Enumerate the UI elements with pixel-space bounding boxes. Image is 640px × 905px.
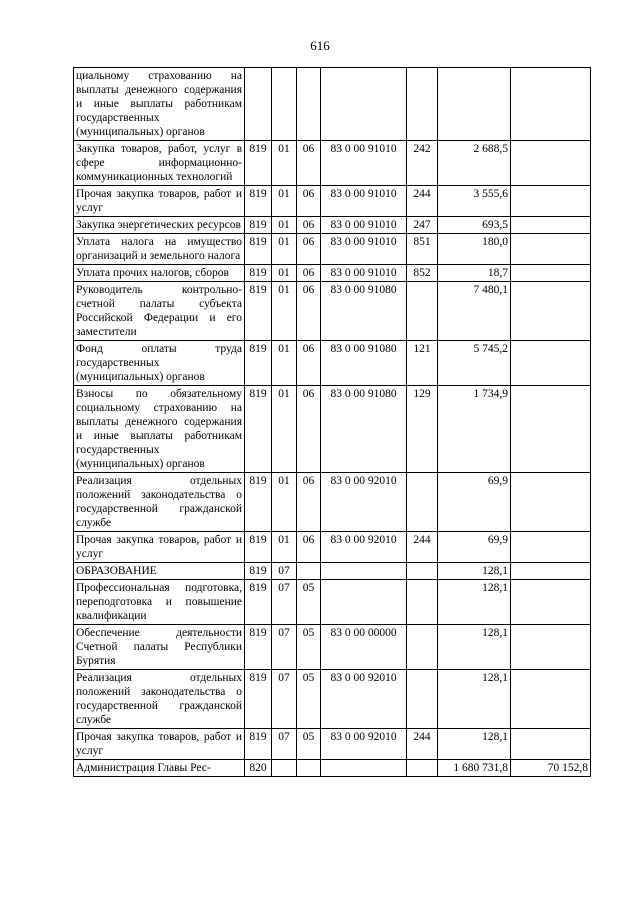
department-code-cell: 819 [245,186,272,217]
table-row [74,532,591,563]
subsection-code-cell: 05 [297,729,321,760]
amount-cell: 1 680 731,8 [438,760,511,777]
table-row [74,580,591,625]
target-item-code-cell: 83 0 00 91010 [321,217,407,234]
amount-cell: 3 555,6 [438,186,511,217]
table-row [74,234,591,265]
amount-cell [438,68,511,141]
expense-type-code-cell [407,68,438,141]
subsection-code-cell: 06 [297,473,321,532]
target-item-code-cell [321,68,407,141]
department-code-cell: 819 [245,580,272,625]
target-item-code-cell: 83 0 00 91010 [321,265,407,282]
target-item-code-cell: 83 0 00 92010 [321,670,407,729]
department-code-cell: 819 [245,386,272,473]
target-item-code-cell: 83 0 00 92010 [321,532,407,563]
amount-cell: 128,1 [438,670,511,729]
expense-type-code-cell [407,563,438,580]
department-code-cell: 819 [245,265,272,282]
row-name-cell: Обеспечение деятельности Счетной палаты Республики Бурятия [74,625,245,670]
section-code-cell: 01 [272,265,297,282]
table-row [74,265,591,282]
expense-type-code-cell [407,625,438,670]
department-code-cell: 819 [245,234,272,265]
table-row [74,386,591,473]
amount-extra-cell [511,341,591,386]
row-name-cell: Закупка товаров, работ, услуг в сфере информационно-коммуникационных технологий [74,141,245,186]
amount-extra-cell [511,532,591,563]
row-name-cell: Прочая закупка товаров, работ и услуг [74,729,245,760]
amount-extra-cell [511,670,591,729]
row-name-cell: Уплата налога на имущество организаций и земельного налога [74,234,245,265]
table-row [74,670,591,729]
section-code-cell [272,68,297,141]
expense-type-code-cell: 242 [407,141,438,186]
subsection-code-cell: 06 [297,282,321,341]
target-item-code-cell: 83 0 00 92010 [321,729,407,760]
amount-extra-cell [511,729,591,760]
amount-extra-cell [511,186,591,217]
row-name-cell: Администрация Главы Рес- [74,760,245,777]
amount-extra-cell: 70 152,8 [511,760,591,777]
subsection-code-cell: 06 [297,234,321,265]
expense-type-code-cell: 247 [407,217,438,234]
department-code-cell: 819 [245,473,272,532]
row-name-cell: Закупка энергетических ресурсов [74,217,245,234]
subsection-code-cell: 06 [297,217,321,234]
amount-extra-cell [511,386,591,473]
subsection-code-cell: 05 [297,670,321,729]
target-item-code-cell: 83 0 00 91080 [321,282,407,341]
target-item-code-cell: 83 0 00 91010 [321,186,407,217]
section-code-cell: 01 [272,186,297,217]
row-name-cell: Уплата прочих налогов, сборов [74,265,245,282]
amount-extra-cell [511,625,591,670]
table-row [74,760,591,777]
section-code-cell: 01 [272,341,297,386]
table-row [74,341,591,386]
amount-extra-cell [511,473,591,532]
row-name-cell: Фонд оплаты труда государственных (муниципальных) органов [74,341,245,386]
department-code-cell [245,68,272,141]
row-name-cell: Взносы по обязательному социальному страхованию на выплаты денежного содержания и иные выплаты работникам государственных (муниципальных) органов [74,386,245,473]
table-row [74,473,591,532]
target-item-code-cell: 83 0 00 91080 [321,386,407,473]
target-item-code-cell: 83 0 00 91080 [321,341,407,386]
amount-cell: 69,9 [438,473,511,532]
subsection-code-cell [297,760,321,777]
amount-cell: 128,1 [438,580,511,625]
department-code-cell: 819 [245,217,272,234]
target-item-code-cell: 83 0 00 00000 [321,625,407,670]
amount-cell: 5 745,2 [438,341,511,386]
subsection-code-cell: 05 [297,625,321,670]
subsection-code-cell: 06 [297,265,321,282]
section-code-cell: 01 [272,282,297,341]
page-number: 616 [310,38,330,53]
target-item-code-cell: 83 0 00 91010 [321,141,407,186]
target-item-code-cell [321,580,407,625]
section-code-cell [272,760,297,777]
table-row [74,217,591,234]
amount-cell: 2 688,5 [438,141,511,186]
section-code-cell: 07 [272,625,297,670]
amount-cell: 18,7 [438,265,511,282]
amount-cell: 180,0 [438,234,511,265]
table-row [74,625,591,670]
amount-extra-cell [511,563,591,580]
expense-type-code-cell [407,670,438,729]
department-code-cell: 819 [245,341,272,386]
subsection-code-cell: 05 [297,580,321,625]
expense-type-code-cell: 244 [407,729,438,760]
row-name-cell: Реализация отдельных положений законодательства о государственной гражданской службе [74,670,245,729]
subsection-code-cell [297,563,321,580]
row-name-cell: Руководитель контрольно-счетной палаты субъекта Российской Федерации и его заместители [74,282,245,341]
table-row [74,141,591,186]
section-code-cell: 01 [272,141,297,186]
table-row [74,186,591,217]
row-name-cell: Реализация отдельных положений законодательства о государственной гражданской службе [74,473,245,532]
target-item-code-cell: 83 0 00 92010 [321,473,407,532]
expense-type-code-cell: 852 [407,265,438,282]
section-code-cell: 01 [272,532,297,563]
department-code-cell: 819 [245,282,272,341]
expense-type-code-cell: 244 [407,186,438,217]
subsection-code-cell [297,68,321,141]
table-row [74,729,591,760]
expense-type-code-cell [407,580,438,625]
amount-extra-cell [511,141,591,186]
subsection-code-cell: 06 [297,532,321,563]
amount-extra-cell [511,580,591,625]
subsection-code-cell: 06 [297,341,321,386]
amount-cell: 7 480,1 [438,282,511,341]
expense-type-code-cell: 851 [407,234,438,265]
table-row [74,563,591,580]
expense-type-code-cell: 121 [407,341,438,386]
department-code-cell: 819 [245,532,272,563]
row-name-cell: Профессиональная подготовка, переподготовка и повышение квалификации [74,580,245,625]
target-item-code-cell: 83 0 00 91010 [321,234,407,265]
row-name-cell: Прочая закупка товаров, работ и услуг [74,532,245,563]
expense-type-code-cell [407,760,438,777]
expense-type-code-cell: 244 [407,532,438,563]
amount-extra-cell [511,217,591,234]
section-code-cell: 01 [272,234,297,265]
subsection-code-cell: 06 [297,386,321,473]
subsection-code-cell: 06 [297,186,321,217]
section-code-cell: 07 [272,580,297,625]
section-code-cell: 07 [272,729,297,760]
amount-cell: 1 734,9 [438,386,511,473]
amount-extra-cell [511,234,591,265]
row-name-cell: Прочая закупка товаров, работ и услуг [74,186,245,217]
table-row [74,68,591,141]
amount-extra-cell [511,282,591,341]
department-code-cell: 820 [245,760,272,777]
expense-type-code-cell [407,282,438,341]
department-code-cell: 819 [245,670,272,729]
department-code-cell: 819 [245,141,272,186]
amount-extra-cell [511,265,591,282]
amount-cell: 128,1 [438,563,511,580]
row-name-cell: ОБРАЗОВАНИЕ [74,563,245,580]
department-code-cell: 819 [245,625,272,670]
amount-cell: 128,1 [438,729,511,760]
amount-cell: 128,1 [438,625,511,670]
section-code-cell: 07 [272,563,297,580]
department-code-cell: 819 [245,563,272,580]
section-code-cell: 07 [272,670,297,729]
section-code-cell: 01 [272,473,297,532]
expense-type-code-cell [407,473,438,532]
subsection-code-cell: 06 [297,141,321,186]
amount-cell: 693,5 [438,217,511,234]
budget-table [73,67,591,777]
amount-cell: 69,9 [438,532,511,563]
section-code-cell: 01 [272,386,297,473]
table-row [74,282,591,341]
target-item-code-cell [321,563,407,580]
expense-type-code-cell: 129 [407,386,438,473]
row-name-cell: циальному страхованию на выплаты денежного содержания и иные выплаты работникам государственных (муниципальных) органов [74,68,245,141]
department-code-cell: 819 [245,729,272,760]
section-code-cell: 01 [272,217,297,234]
target-item-code-cell [321,760,407,777]
amount-extra-cell [511,68,591,141]
